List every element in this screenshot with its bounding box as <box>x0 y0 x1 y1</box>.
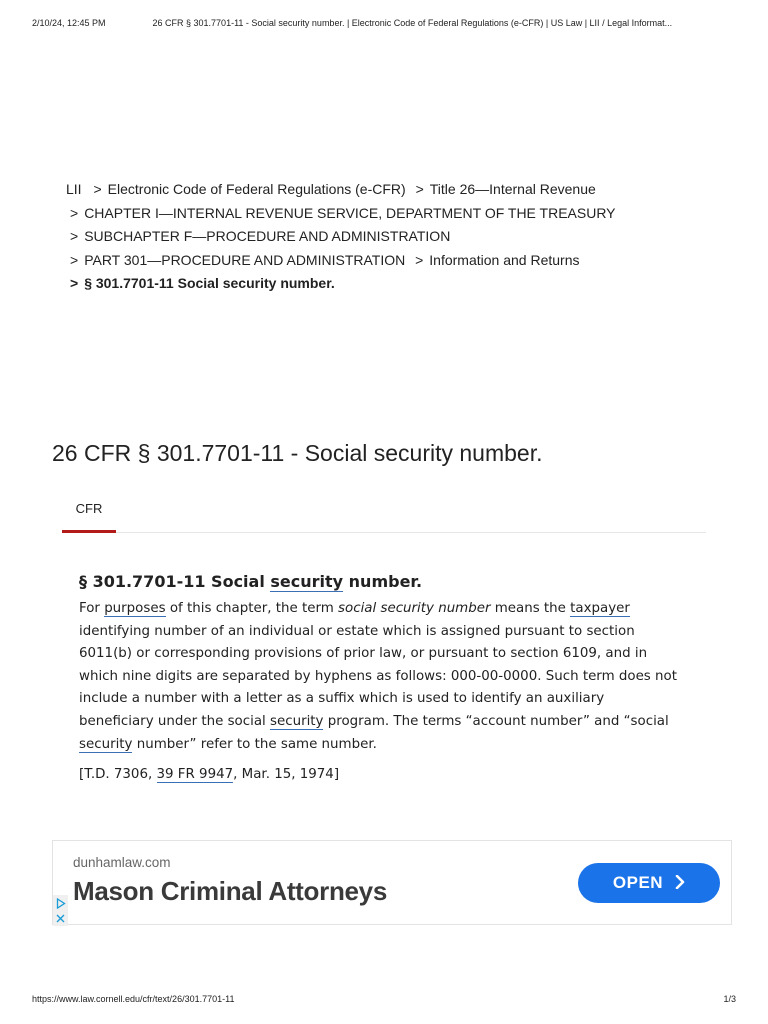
definition-link-taxpayer[interactable]: taxpayer <box>570 601 630 616</box>
citation-text: [T.D. 7306, <box>79 767 157 783</box>
print-page-number: 1/3 <box>723 994 736 1004</box>
definition-link-security[interactable]: security <box>270 713 324 729</box>
breadcrumb-item-title26[interactable]: Title 26—Internal Revenue <box>429 181 596 197</box>
breadcrumb-line-5 <box>66 272 616 296</box>
section-heading-text: § 301.7701-11 Social <box>79 572 271 591</box>
body-text: For <box>79 601 105 616</box>
citation <box>79 764 679 786</box>
breadcrumb-separator: > <box>70 204 79 221</box>
print-date: 2/10/24, 12:45 PM <box>32 18 106 28</box>
breadcrumb-item-lii[interactable]: LII <box>66 181 82 197</box>
ad-domain: dunhamlaw.com <box>73 855 171 870</box>
body-text: number” refer to the same number. <box>132 736 377 752</box>
body-text: program. The terms “account number” and “social <box>323 713 669 729</box>
definition-link-security[interactable]: security <box>79 736 133 752</box>
breadcrumb-separator: > <box>70 275 79 291</box>
advertisement-banner[interactable] <box>52 840 732 925</box>
breadcrumb-line-1 <box>66 178 616 202</box>
adchoices-icon[interactable] <box>53 895 68 911</box>
definition-link-purposes[interactable]: purposes <box>104 601 166 616</box>
chevron-right-icon <box>675 874 685 892</box>
ad-open-label: OPEN <box>612 873 664 892</box>
print-header <box>32 18 736 28</box>
section-heading <box>79 570 679 594</box>
breadcrumb-item-information-returns[interactable]: Information and Returns <box>429 251 580 268</box>
body-text: identifying number of an individual or estate which is assigned pursuant to section 6011(b) or corresponding provisions of prior law, or pursuant to section 6109, and in which nine digits are separated by hyphens as follows: 000-00-0000. Such term does not include a number with a letter as a suffix which is used to identify an auxiliary beneficiary under the social <box>79 623 677 729</box>
breadcrumb-current: § 301.7701-11 Social security number. <box>84 275 335 291</box>
breadcrumb-item-chapter[interactable]: CHAPTER I—INTERNAL REVENUE SERVICE, DEPARTMENT OF THE TREASURY <box>84 204 616 221</box>
section-heading-text: number. <box>343 572 423 591</box>
breadcrumb <box>66 178 616 296</box>
body-text: of this chapter, the term <box>165 601 339 616</box>
breadcrumb-separator: > <box>70 251 79 268</box>
section-body <box>79 598 679 756</box>
breadcrumb-item-subchapter[interactable]: SUBCHAPTER F—PROCEDURE AND ADMINISTRATION <box>84 228 451 244</box>
breadcrumb-separator: > <box>415 181 424 197</box>
breadcrumb-separator: > <box>415 251 424 268</box>
breadcrumb-line-3 <box>66 225 616 249</box>
citation-text: , Mar. 15, 1974] <box>233 767 340 783</box>
close-icon[interactable] <box>53 911 68 926</box>
regulation-section <box>79 570 679 786</box>
breadcrumb-line-4 <box>66 249 616 273</box>
federal-register-link[interactable]: 39 FR 9947 <box>156 767 234 783</box>
print-doc-title: 26 CFR § 301.7701-11 - Social security number. | Electronic Code of Federal Regulations (e-CFR) | US Law | LII / Legal Informat... <box>152 18 673 28</box>
print-url: https://www.law.cornell.edu/cfr/text/26/301.7701-11 <box>32 994 235 1004</box>
tab-cfr[interactable]: CFR <box>62 496 116 532</box>
tab-bar <box>62 496 706 533</box>
ad-open-button[interactable] <box>578 863 720 903</box>
defined-term: social security number <box>338 601 491 616</box>
body-text: means the <box>490 601 571 616</box>
ad-headline[interactable]: Mason Criminal Attorneys <box>73 876 388 906</box>
page-title: 26 CFR § 301.7701-11 - Social security number. <box>52 440 543 466</box>
print-footer <box>32 994 736 1004</box>
breadcrumb-separator: > <box>93 181 102 197</box>
breadcrumb-item-part[interactable]: PART 301—PROCEDURE AND ADMINISTRATION <box>84 251 406 268</box>
breadcrumb-separator: > <box>70 228 79 244</box>
breadcrumb-line-2 <box>66 202 616 226</box>
breadcrumb-item-ecfr[interactable]: Electronic Code of Federal Regulations (e-CFR) <box>107 181 406 197</box>
definition-link-security[interactable]: security <box>270 572 344 591</box>
